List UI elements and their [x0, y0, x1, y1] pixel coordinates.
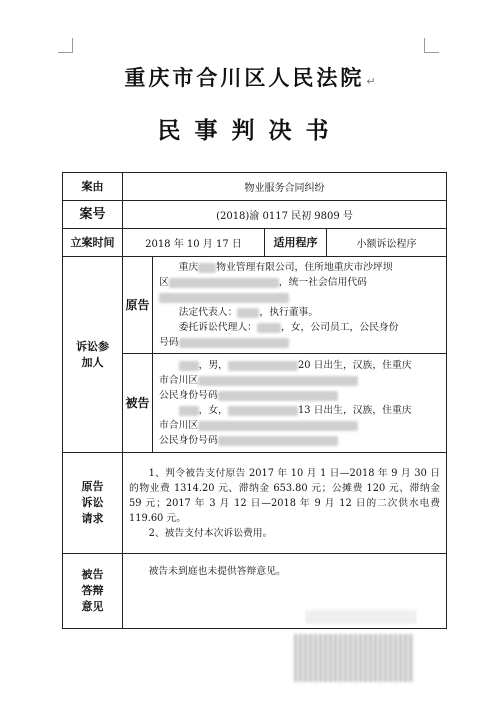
plaintiff-line-1: 重庆 物业管理有限公司，住所地重庆市沙坪坝	[178, 262, 393, 273]
court-name	[0, 62, 500, 92]
cause-label: 案由	[63, 173, 123, 201]
cause-row	[63, 173, 447, 201]
redacted-footer-text	[306, 610, 416, 624]
filing-time-value: 2018 年 10 月 17 日	[123, 229, 265, 257]
defense-label: 被告答辩意见	[63, 554, 123, 629]
judgment-table	[62, 172, 447, 629]
filing-time-label: 立案时间	[63, 229, 123, 257]
claims-content	[123, 453, 447, 554]
page-corner-mark-right	[424, 38, 439, 53]
court-name-text: 重庆市合川区人民法院	[124, 66, 365, 90]
case-number-value: (2018)渝 0117 民初 9809 号	[123, 201, 447, 229]
defendant-line-5: 市合川区	[159, 418, 440, 433]
defendant-line-1: ，男， 20 日出生，汉族，住重庆	[159, 358, 440, 373]
participants-label: 诉讼参加人	[63, 257, 123, 453]
procedure-value: 小额诉讼程序	[327, 229, 447, 257]
defendant-label: 被告	[123, 354, 153, 453]
plaintiff-line-5: 委托诉讼代理人： ，女，公司员工，公民身份	[178, 322, 399, 333]
claim-item-2: 2、被告支付本次诉讼费用。	[148, 527, 273, 539]
claim-item-1: 1、判令被告支付原告 2017 年 10 月 1 日—2018 年 9 月 30 日的物业费 1314.20 元、滞纳金 653.80 元；公摊费 120 元、滞纳金 59 元；2017 年 3 月 12 日—2018 年 9 月 12 日的二次供水电费 119.60 元。	[129, 467, 440, 524]
case-number-label: 案号	[63, 201, 123, 229]
defendant-info	[153, 354, 447, 453]
plaintiff-line-3	[159, 290, 440, 305]
procedure-label: 适用程序	[265, 229, 327, 257]
cause-value: 物业服务合同纠纷	[123, 173, 447, 201]
defense-text: 被告未到庭也未提供答辩意见。	[148, 566, 286, 577]
plaintiff-line-6: 号码	[159, 335, 440, 350]
claims-label: 原告诉讼请求	[63, 453, 123, 554]
defendant-line-6: 公民身份号码	[159, 433, 440, 448]
defendant-line-4: ，女， 13 日出生，汉族，住重庆	[159, 403, 440, 418]
plaintiff-label: 原告	[123, 257, 153, 354]
case-number-row	[63, 201, 447, 229]
redacted-stamp-area	[294, 634, 414, 682]
claims-row	[63, 453, 447, 554]
page-corner-mark-left	[58, 38, 73, 53]
document-title	[0, 112, 500, 145]
plaintiff-line-4: 法定代表人： ，执行董事。	[178, 307, 319, 318]
plaintiff-info	[153, 257, 447, 354]
paragraph-mark-icon: ↵	[366, 75, 376, 88]
filing-row	[63, 229, 447, 257]
defendant-line-2: 市合川区	[159, 373, 440, 388]
plaintiff-line-2: 区 ，统一社会信用代码	[159, 277, 367, 288]
defendant-line-3: 公民身份号码	[159, 388, 440, 403]
plaintiff-row	[63, 257, 447, 354]
document-title-text: 民事判决书	[157, 118, 343, 144]
